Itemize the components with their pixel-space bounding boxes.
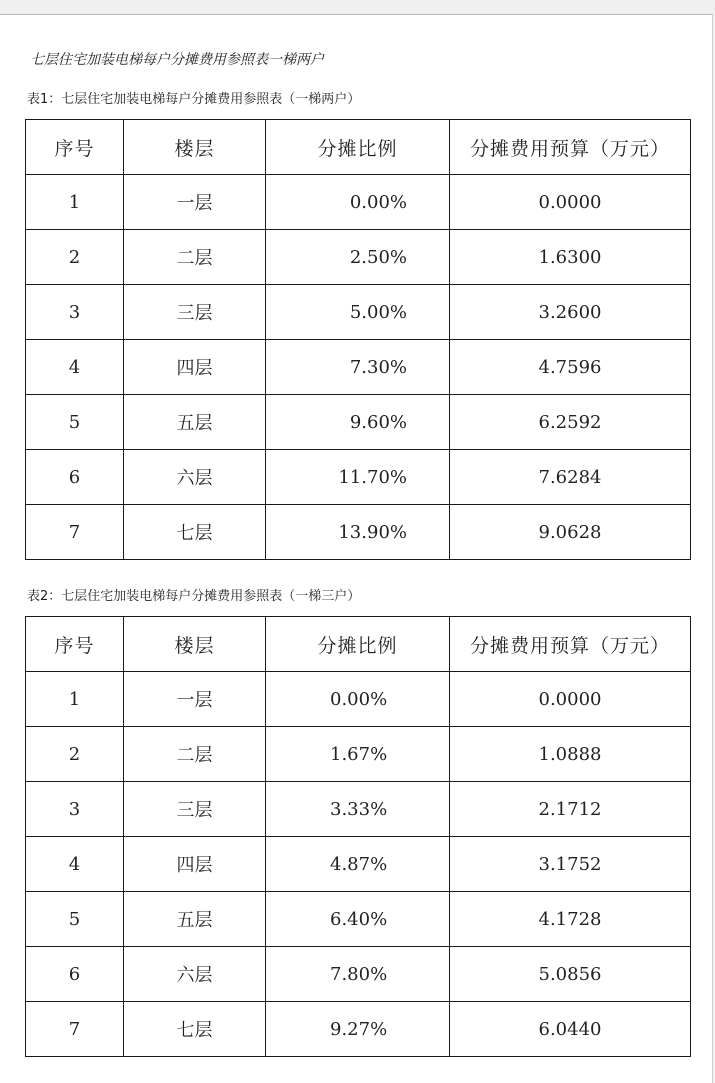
table-row — [26, 340, 691, 395]
cost-table-two-households — [25, 119, 691, 560]
cell-cost: 3.1752 — [450, 837, 691, 892]
cell-ratio: 3.33% — [266, 782, 450, 837]
cell-index: 3 — [26, 285, 124, 340]
cell-floor: 六层 — [124, 450, 266, 505]
cell-ratio: 6.40% — [266, 892, 450, 947]
cell-ratio: 4.87% — [266, 837, 450, 892]
cost-table-three-households — [25, 616, 691, 1057]
cell-ratio: 0.00% — [266, 175, 450, 230]
cell-index: 6 — [26, 947, 124, 1002]
table-row — [26, 892, 691, 947]
header-cost: 分摊费用预算（万元） — [450, 617, 691, 672]
cell-index: 7 — [26, 505, 124, 560]
document-page — [0, 14, 713, 1083]
cell-ratio: 11.70% — [266, 450, 450, 505]
cell-floor: 五层 — [124, 395, 266, 450]
header-ratio: 分摊比例 — [266, 120, 450, 175]
header-cost: 分摊费用预算（万元） — [450, 120, 691, 175]
cell-cost: 1.0888 — [450, 727, 691, 782]
cell-ratio: 9.60% — [266, 395, 450, 450]
cell-cost: 6.2592 — [450, 395, 691, 450]
cell-cost: 1.6300 — [450, 230, 691, 285]
table-row — [26, 782, 691, 837]
cell-floor: 四层 — [124, 837, 266, 892]
cell-ratio: 13.90% — [266, 505, 450, 560]
table-row — [26, 672, 691, 727]
cell-floor: 一层 — [124, 672, 266, 727]
cell-ratio: 7.80% — [266, 947, 450, 1002]
cell-index: 7 — [26, 1002, 124, 1057]
cell-index: 2 — [26, 230, 124, 285]
cell-floor: 三层 — [124, 782, 266, 837]
cell-index: 1 — [26, 175, 124, 230]
cell-floor: 七层 — [124, 505, 266, 560]
cell-ratio: 0.00% — [266, 672, 450, 727]
table-row — [26, 1002, 691, 1057]
cell-cost: 7.6284 — [450, 450, 691, 505]
cell-index: 4 — [26, 340, 124, 395]
cell-floor: 一层 — [124, 175, 266, 230]
cell-ratio: 1.67% — [266, 727, 450, 782]
cell-cost: 5.0856 — [450, 947, 691, 1002]
cell-floor: 三层 — [124, 285, 266, 340]
cell-cost: 2.1712 — [450, 782, 691, 837]
cell-floor: 五层 — [124, 892, 266, 947]
cell-cost: 4.1728 — [450, 892, 691, 947]
cell-cost: 3.2600 — [450, 285, 691, 340]
cell-floor: 四层 — [124, 340, 266, 395]
document-title: 七层住宅加装电梯每户分摊费用参照表一梯两户 — [30, 52, 324, 68]
cell-cost: 0.0000 — [450, 672, 691, 727]
header-index: 序号 — [26, 617, 124, 672]
table-row — [26, 175, 691, 230]
table-header-row — [26, 120, 691, 175]
table-row — [26, 450, 691, 505]
cell-ratio: 5.00% — [266, 285, 450, 340]
table-row — [26, 395, 691, 450]
cell-cost: 4.7596 — [450, 340, 691, 395]
table-row — [26, 837, 691, 892]
cell-index: 1 — [26, 672, 124, 727]
header-ratio: 分摊比例 — [266, 617, 450, 672]
cell-cost: 6.0440 — [450, 1002, 691, 1057]
table-2-caption: 表2：七层住宅加装电梯每户分摊费用参照表（一梯三户） — [27, 589, 361, 604]
table-row — [26, 727, 691, 782]
cell-floor: 六层 — [124, 947, 266, 1002]
cell-index: 5 — [26, 395, 124, 450]
table-row — [26, 285, 691, 340]
table-row — [26, 947, 691, 1002]
cell-ratio: 9.27% — [266, 1002, 450, 1057]
cell-floor: 二层 — [124, 230, 266, 285]
table-row — [26, 230, 691, 285]
header-index: 序号 — [26, 120, 124, 175]
cell-floor: 七层 — [124, 1002, 266, 1057]
table-row — [26, 505, 691, 560]
cell-index: 4 — [26, 837, 124, 892]
header-floor: 楼层 — [124, 617, 266, 672]
cell-ratio: 2.50% — [266, 230, 450, 285]
cell-cost: 0.0000 — [450, 175, 691, 230]
cell-ratio: 7.30% — [266, 340, 450, 395]
cell-cost: 9.0628 — [450, 505, 691, 560]
table-1-caption: 表1：七层住宅加装电梯每户分摊费用参照表（一梯两户） — [27, 92, 361, 107]
header-floor: 楼层 — [124, 120, 266, 175]
cell-floor: 二层 — [124, 727, 266, 782]
table-header-row — [26, 617, 691, 672]
cell-index: 5 — [26, 892, 124, 947]
cell-index: 3 — [26, 782, 124, 837]
cell-index: 2 — [26, 727, 124, 782]
cell-index: 6 — [26, 450, 124, 505]
